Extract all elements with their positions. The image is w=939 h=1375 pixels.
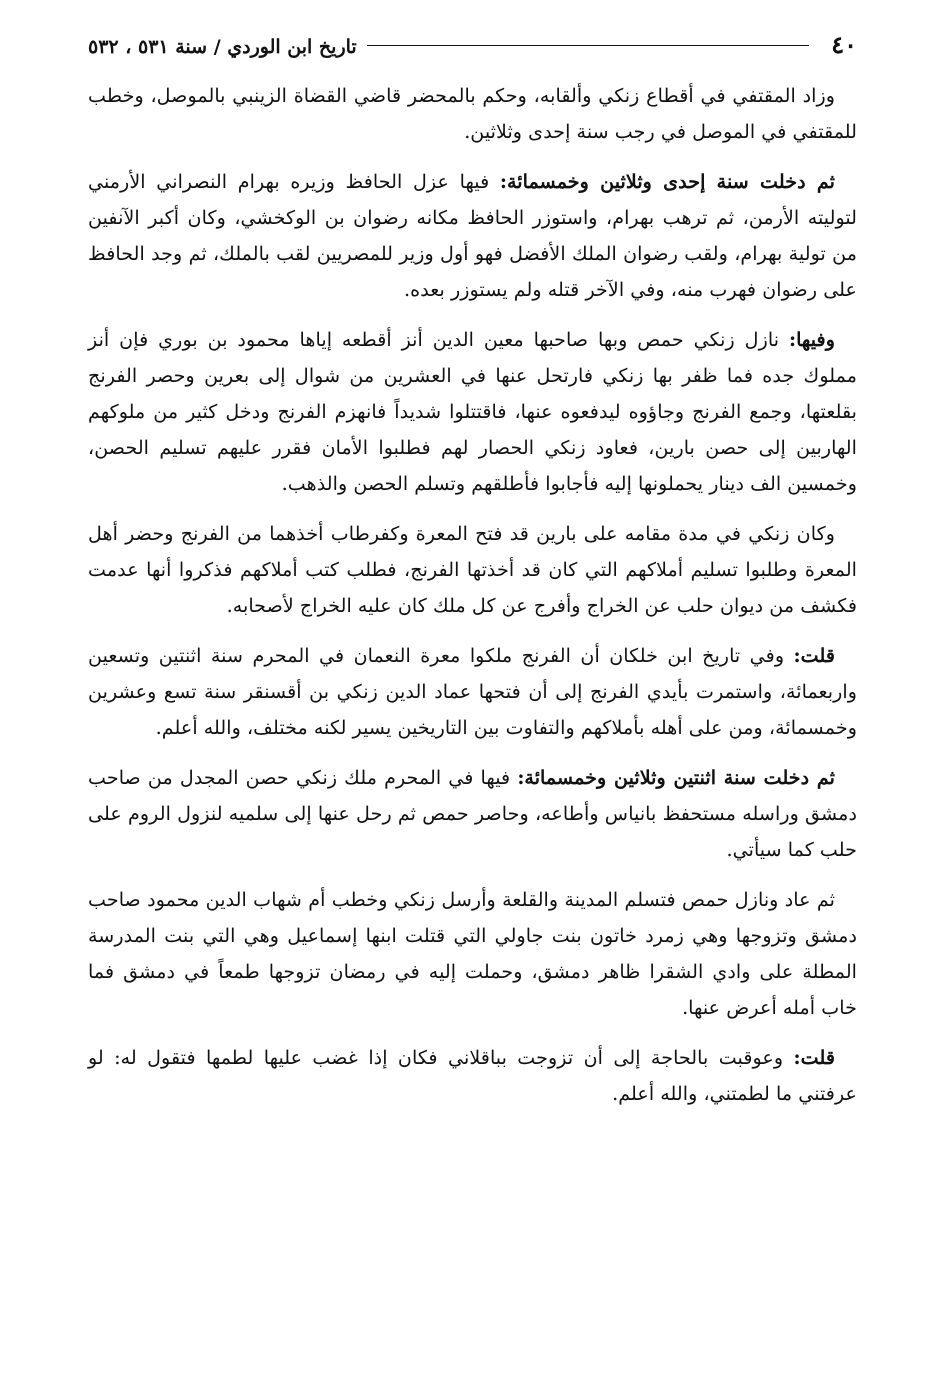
paragraph: [88, 760, 857, 868]
paragraph: [88, 882, 857, 1026]
paragraph-text: وزاد المقتفي في أقطاع زنكي وألقابه، وحكم بالمحضر قاضي القضاة الزينبي بالموصل، وخطب للمقتفي في الموصل في رجب سنة إحدى وثلاثين.: [88, 84, 857, 143]
paragraph: [88, 1040, 857, 1112]
paragraph-lead: وفيها:: [788, 328, 835, 351]
paragraph-lead: قلت:: [793, 1046, 835, 1069]
paragraph-text: فيها في المحرم ملك زنكي حصن المجدل من صاحب دمشق وراسله مستحفظ بانياس وأطاعه، وحاصر حمص ثم رحل عنها إلى سلميه لنزول الروم على حلب كما سيأتي.: [88, 766, 857, 861]
paragraph: [88, 322, 857, 502]
page-header: [88, 30, 857, 78]
paragraph-text: وفي تاريخ ابن خلكان أن الفرنج ملكوا معرة النعمان في المحرم سنة اثنتين وتسعين واربعمائة، واستمرت بأيدي الفرنج إلى أن فتحها عماد الدين زنكي بن أقسنقر سنة تسع وعشرين وخمسمائة، ومن على أهله بأملاكهم والتفاوت بين التاريخين يسير لكنه مختلف، والله أعلم.: [88, 644, 857, 739]
page-body: [88, 78, 857, 1112]
paragraph-lead: ثم دخلت سنة إحدى وثلاثين وخمسمائة:: [499, 170, 835, 193]
paragraph-text: نازل زنكي حمص وبها صاحبها معين الدين أنز أقطعه إياها محمود بن بوري فإن أنز مملوك جده فما ظفر بها زنكي فارتحل عنها في العشرين من شوال إلى بعرين وحصر الفرنج بقلعتها، وجمع الفرنج وجاؤوه ليدفعوه عنها، فاقتتلوا شديداً فانهزم الفرنج ودخل كثير من ملوكهم الهاربين إلى حصن بارين، فعاود زنكي الحصار لهم فطلبوا الأمان فقرر عليهم تسليم الحصن، وخمسين الف دينار يحملونها إليه فأجابوا فأطلقهم وتسلم الحصن والذهب.: [88, 328, 857, 495]
paragraph-text: وكان زنكي في مدة مقامه على بارين قد فتح المعرة وكفرطاب أخذهما من الفرنج وحضر أهل المعرة وطلبوا تسليم أملاكهم التي كان قد أخذتها الفرنج، فطلب كتب أملاكهم فذكروا أنها عدمت فكشف من ديوان حلب عن الخراج وأفرج عن كل ملك كان عليه الخراج لأصحابه.: [88, 522, 857, 617]
page-number: ٤٠: [831, 30, 857, 59]
paragraph-lead: قلت:: [793, 644, 835, 667]
header-rule: [367, 45, 810, 46]
paragraph: [88, 516, 857, 624]
paragraph: [88, 78, 857, 150]
paragraph: [88, 164, 857, 308]
running-head: تاريخ ابن الوردي / سنة ٥٣١ ، ٥٣٢: [88, 36, 357, 58]
paragraph-lead: ثم دخلت سنة اثنتين وثلاثين وخمسمائة:: [517, 766, 836, 789]
paragraph-text: وعوقبت بالحاجة إلى أن تزوجت بباقلاني فكان إذا غضب عليها لطمها فتقول له: لو عرفتني ما لطمتني، والله أعلم.: [88, 1046, 857, 1105]
paragraph-text: ثم عاد ونازل حمص فتسلم المدينة والقلعة وأرسل زنكي وخطب أم شهاب الدين محمود صاحب دمشق وتزوجها وهي زمرد خاتون بنت جاولي التي قتلت ابنها إسماعيل وهي التي بنت المدرسة المطلة على وادي الشقرا ظاهر دمشق، وحملت إليه في رمضان تزوجها طمعاً في دمشق فما خاب أمله أعرض عنها.: [88, 888, 857, 1019]
paragraph: [88, 638, 857, 746]
paragraph-text: فيها عزل الحافظ وزيره بهرام النصراني الأرمني لتوليته الأرمن، ثم ترهب بهرام، واستوزر الحافظ مكانه رضوان بن الوكخشي، وكان أكبر الآنفين من تولية بهرام، ولقب رضوان الملك الأفضل فهو أول وزير للمصريين لقب بالملك، ثم وجد الحافظ على رضوان فهرب منه، وفي الآخر قتله ولم يستوزر بعده.: [88, 170, 857, 301]
